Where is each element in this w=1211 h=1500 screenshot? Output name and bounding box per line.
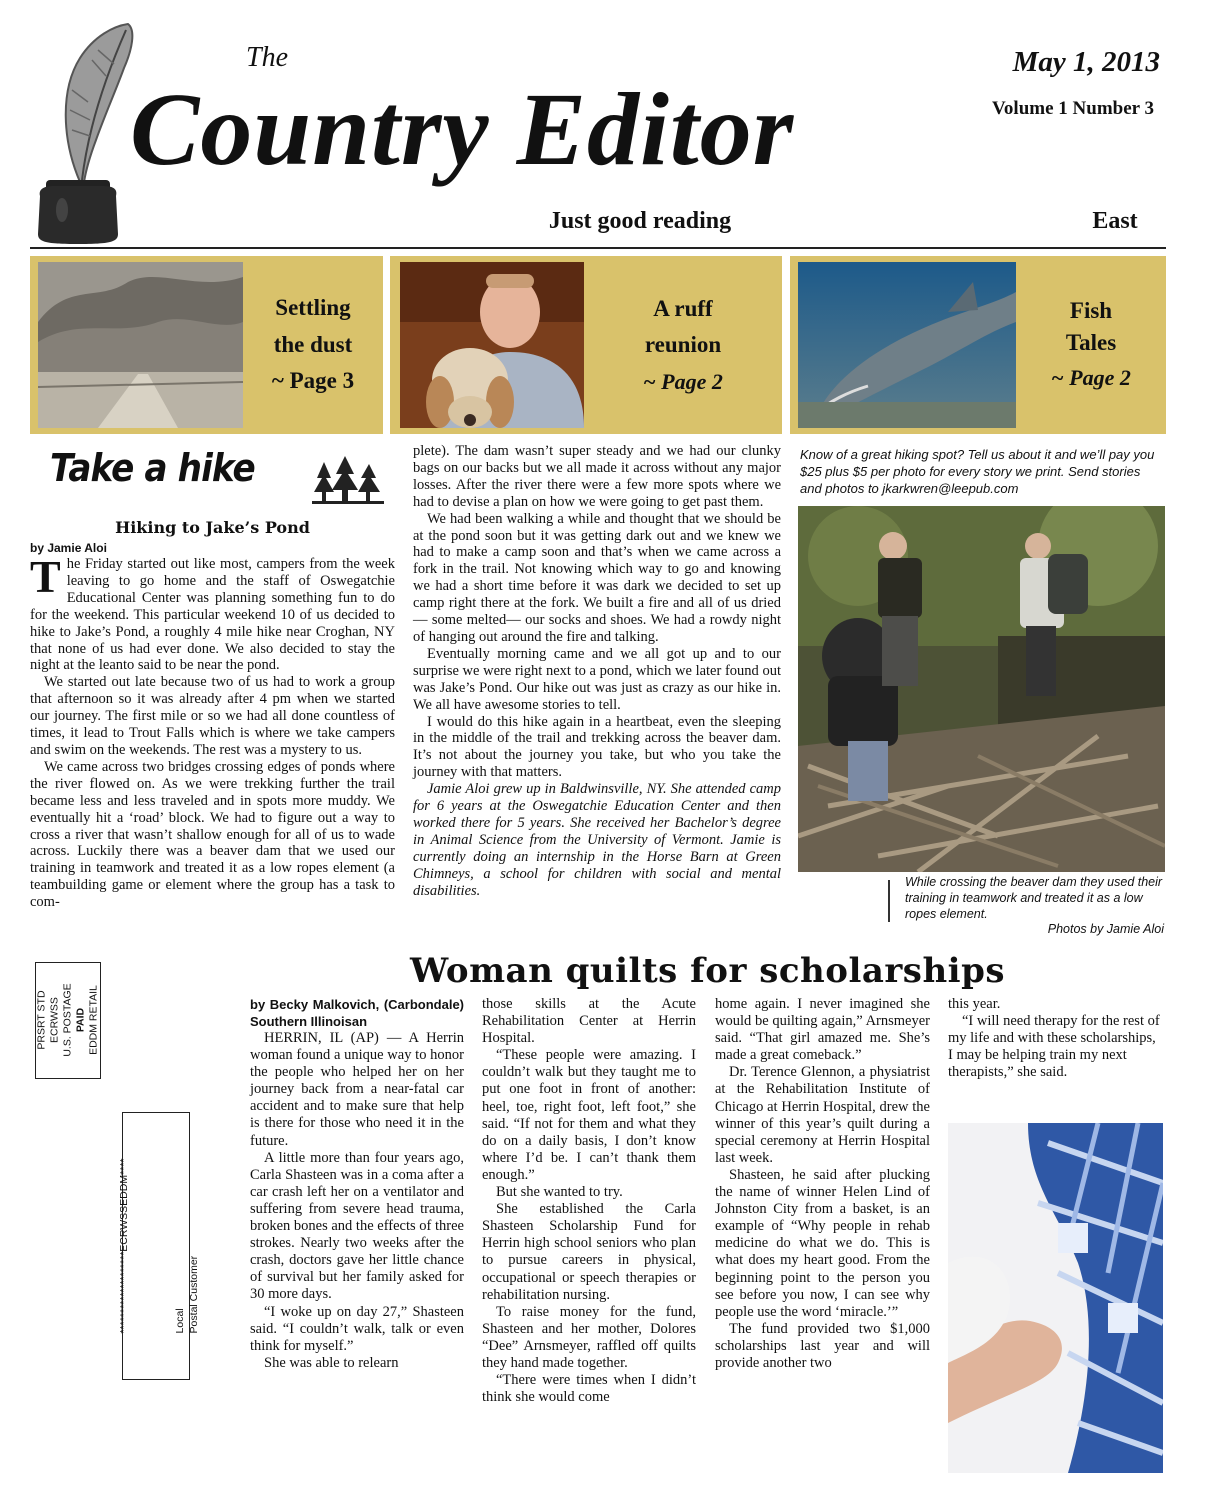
paragraph: this year. [948,996,1001,1012]
dust-storm-photo [38,262,243,428]
indicia-line: EDDM RETAIL [87,985,100,1055]
article-byline: by Jamie Aloi [30,541,107,555]
indicia-line: PRSRT STD [35,990,48,1050]
indicia-line: ECRWSS [48,997,61,1043]
quilt-byline: by Becky Malkovich, (Carbondale) Southern Illinoisan [250,997,464,1029]
photo-caption: While crossing the beaver dam they used their training in teamwork and treated it as a low ropes element. [905,875,1163,921]
quilt-headline: Woman quilts for scholarships [409,951,1005,991]
hike-column-2 [413,443,781,899]
teaser-page: ~ Page 3 [271,368,355,394]
sturgeon-photo [798,262,1016,428]
paragraph: home again. I never imagined she would be quilting again,” Arnsmeyer said. “That girl amazed me. She’s made a great comeback.” [715,996,930,1064]
local-line: Local [174,1308,186,1334]
paragraph: Dr. Terence Glennon, a physiatrist at the Rehabilitation Institute of Chicago at Herrin Hospital, drew the winner of this year’s quilt during a special ceremony at Herrin Hospital last week. [715,1064,930,1166]
quilting-hands-photo [948,1123,1163,1473]
masthead-the: The [246,42,288,73]
paragraph: I would do this hike again in a heartbeat, even the sleeping in the middle of the trail and trekking across the beaver dam. It’s not about the journey you take, but who you take the journey with that matters. [413,713,781,781]
paragraph: The fund provided two $1,000 scholarships last year and will provide another two [715,1320,930,1371]
paragraph: HERRIN, IL (AP) — A Herrin woman found a unique way to honor the people who helped her on her journey back from a near-fatal car accident and to make sure that help is there for those who need it in the future. [250,1030,464,1149]
article-subhead: Hiking to Jake’s Pond [115,518,310,537]
indicia-text [36,983,101,1056]
paragraph: “I will need therapy for the rest of my life and with these scholarships, I may be helping train my next therapists,” she said. [948,1013,1160,1081]
indicia-line: PAID [74,1007,87,1033]
teaser-text [1016,256,1166,434]
paragraph: Shasteen, he said after plucking the name of winner Helen Lind of Johnston City from a basket, is an example of “Why people in rehab medicine do what we do. This is what does my heart good. From the beginning point to the person you see before you now, I can see why people use the word ‘miracle.’” [715,1166,930,1320]
paragraph: “These people were amazing. I couldn’t walk but they taught me to put one foot in front of another: heel, toe, right foot, left foot,” she said. “If not for them and what they do on a daily basis, I don’t know where I’d be. I can’t thank them enough.” [482,1047,696,1183]
teaser-page: ~ Page 2 [1051,364,1131,390]
issue-date: May 1, 2013 [1012,46,1160,78]
paragraph: A little more than four years ago, Carla Shasteen was in a coma after a car crash left her on a ventilator and suffering from severe head trauma, broken bones and the effects of three strokes. Nearly two weeks after the crash, doctors gave her little chance of survival but her family asked for 30 more days. [250,1149,464,1303]
indicia-line: U.S. POSTAGE [61,983,74,1057]
address-label [118,1112,200,1380]
teaser-line1: A ruff [653,295,713,321]
teaser-text [243,256,383,434]
pine-trees-icon [312,454,384,504]
edition-label: East [1092,208,1138,234]
paragraph: She was able to relearn [264,1354,399,1371]
quilt-column-2 [482,996,696,1406]
quill-inkwell-icon [32,20,142,245]
paragraph: But she wanted to try. [496,1184,623,1201]
hike-column-1 [30,551,395,911]
quilt-column-1 [250,996,464,1372]
beaver-dam-photo [798,506,1165,872]
tagline: Just good reading [548,208,732,234]
paragraph: She established the Carla Shasteen Scholarship Fund for Herrin high school seniors who plan to pursue careers in physical, occupational or speech therapies or rehabilitation nursing. [482,1201,696,1303]
teaser-settling-dust[interactable] [30,256,383,434]
drop-cap: T [30,551,61,602]
paragraph: those skills at the Acute Rehabilitation Center at Herrin Hospital. [482,996,696,1047]
masthead-rule [30,247,1166,249]
issue-volume: Volume 1 Number 3 [991,98,1154,119]
section-title: Take a hike [50,446,255,490]
teaser-page: ~ Page 2 [643,369,723,395]
photo-credit: Photos by Jamie Aloi [1047,922,1164,936]
masthead-title: Country Editor [130,72,795,187]
hiking-invite: Know of a great hiking spot? Tell us about it and we’ll pay you $25 plus $5 per photo for every story we print. Send stories and photos to jkarkwren@leepub.com [800,447,1155,496]
customer-line: Postal Customer [188,1255,200,1334]
paragraph: he Friday started out like most, campers from the week leaving to go home and the staff of Oswegatchie Educational Center was planning something fun to do for the weekend. This particular weekend 10 of us decided to hike to Jake’s Pond, a roughly 4 mile hike near Croghan, NY that none of us had ever done. We also decided to stay the night at the leanto said to be near the pond. [30,556,395,674]
paragraph: To raise money for the fund, Shasteen and her mother, Dolores “Dee” Arnsmeyer, raffled off quilts they hand made together. [482,1303,696,1371]
quilt-column-4 [948,996,1164,1081]
paragraph: We had been walking a while and thought that we should be at the pond soon but it was getting dark out and we knew we had to make a camp soon and that’s when we came across a fork in the trail. Not knowing which way to go and knowing we had a short time before it was dark we decided to set up camp right there at the fork. We built a fire and all of us dried— some melted— our socks and shoes. We had a rowdy night of hanging out around the fire and talking. [413,510,781,645]
paragraph: Eventually morning came and we all got up and to our surprise we were right next to a pond, which we later found out was Jake’s Pond. Our hike out was just as crazy as our hike in. We all have awesome stories to tell. [413,645,781,713]
teaser-line1: Settling [275,294,351,320]
paragraph: plete). The dam wasn’t super steady and we had our clunky bags on our backs but we all made it across without any major losses. After the river there were a few more spots where we had to devise a plan on how we were going to get past them. [413,443,781,510]
paragraph: We came across two bridges crossing edges of ponds where the river flowed on. As we were trekking further the trail became less and less traveled and in spots more muddy. We eventually hit a ‘road’ block. We had to figure out a way to cross a river that wasn’t shallow enough for all of us to wade across. Luckily there was a beaver dam that we used our training in teamwork and treated it as a low ropes element (a teambuilding game or element where the group has a task to com- [30,758,395,911]
teaser-line2: Tales [1065,330,1117,356]
postal-indicia [35,962,101,1079]
teaser-text [584,256,782,434]
author-bio: Jamie Aloi grew up in Baldwinsville, NY. She attended camp for 6 years at the Oswegatchie Education Center and then worked there for 5 years. She received her Bachelor’s degree in Animal Science from the University of Vermont. Jamie is currently doing an internship in the Horse Barn at Green Chimneys, a school for children with social and mental disabilities. [413,781,781,899]
teaser-ruff-reunion[interactable] [390,256,782,434]
teaser-line2: reunion [644,332,722,358]
address-text [117,1159,201,1334]
teaser-fish-tales[interactable] [790,256,1166,434]
teaser-line2: the dust [273,331,353,357]
teaser-line1: Fish [1069,298,1113,324]
quilt-column-3 [715,996,930,1372]
caption-rule [888,880,890,922]
paragraph: “There were times when I didn’t think she would come [482,1372,696,1406]
paragraph: We started out late because two of us had to work a group that afternoon so it was already after 4 pm when we started our journey. The first mile or so we had all done countless of times, it lead to Trout Falls which is where we take campers and swim on the weekends. The rest was a mystery to us. [30,674,395,758]
paragraph: “I woke up on day 27,” Shasteen said. “I couldn’t walk, talk or even think for myself.” [250,1303,464,1354]
man-with-dog-photo [400,262,584,428]
ecrwss-line: ********************ECRWSSEDDM**** [118,1158,130,1334]
